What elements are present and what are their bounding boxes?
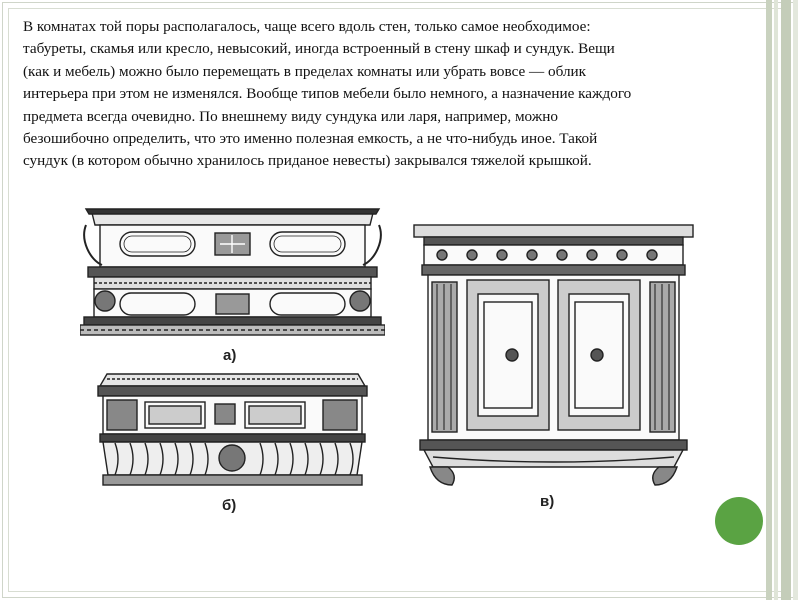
paragraph-line: табуреты, скамья или кресло, невысокий, иногда встроенный в стену шкаф и сундук. Вещи [23,40,615,58]
chest-a-illustration [80,205,385,345]
decor-circle [715,497,763,545]
caption-v: в) [540,493,555,510]
paragraph-line: сундук (в котором обычно хранилось приданое невесты) закрывался тяжелой крышкой. [23,152,592,170]
decor-stripe [766,0,772,600]
decor-stripe [781,0,791,600]
caption-b: б) [222,497,237,514]
chest-b-illustration [95,371,370,491]
paragraph-line: (как и мебель) можно было перемещать в пределах комнаты или убрать вовсе — облик [23,62,587,80]
body-paragraph [23,16,743,173]
decor-stripe [793,0,798,600]
paragraph-line: безошибочно определить, что это именно полезная емкость, а не что-нибудь иное. Такой [23,130,598,148]
caption-a: а) [223,347,237,364]
paragraph-line: предмета всегда очевидно. По внешнему виду сундука или ларя, например, можно [23,107,558,125]
decor-stripe [774,0,778,600]
cabinet-v-illustration [412,222,695,490]
paragraph-line: В комнатах той поры располагалось, чаще всего вдоль стен, только самое необходимое: [23,18,591,35]
paragraph-line: интерьера при этом не изменялся. Вообще типов мебели было немного, а назначение каждого [23,85,632,103]
